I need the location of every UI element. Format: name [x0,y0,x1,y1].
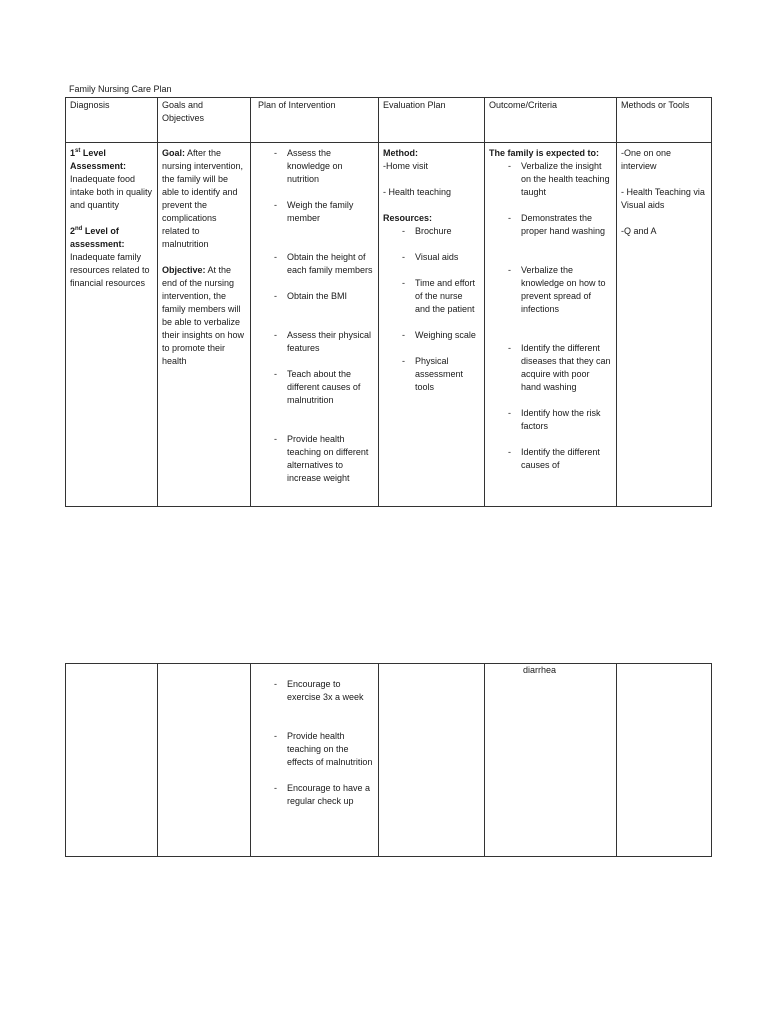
intervention-item: - Teach about the different causes of malnutrition [255,368,374,407]
method-tool: -Q and A [621,226,657,236]
care-plan-table-continued [65,663,712,857]
methods-cell-continued [617,664,712,857]
intervention-item: - Weigh the family member [255,199,374,225]
document-title: Family Nursing Care Plan [69,84,172,94]
outcome-item: - Verbalize the knowledge on how to prevent spread of infections [489,264,612,316]
evaluation-cell-continued [379,664,485,857]
outcome-item: - Demonstrates the proper hand washing [489,212,612,238]
header-evaluation: Evaluation Plan [379,98,485,143]
goals-cell-continued [158,664,251,857]
header-plan: Plan of Intervention [251,98,379,143]
goals-cell [158,143,251,507]
resources-label: Resources: [383,213,433,223]
intervention-item: - Provide health teaching on different alternatives to increase weight [255,433,374,485]
resource-item: - Physical assessment tools [383,355,480,394]
evaluation-cell [379,143,485,507]
header-diagnosis: Diagnosis [66,98,158,143]
care-plan-row-continued [66,664,712,857]
methods-cell [617,143,712,507]
goal-text: Goal: After the nursing intervention, the family will be able to identify and prevent the complications related to malnutrition [162,148,244,249]
level2-assessment: 2nd Level of assessment: Inadequate family resources related to financial resources [70,226,150,288]
diagnosis-cell [66,143,158,507]
intervention-item: - Encourage to exercise 3x a week [255,678,374,704]
level1-assessment: 1st Level Assessment: Inadequate food intake both in quality and quantity [70,148,153,210]
outcome-cell [485,143,617,507]
level1-text: Inadequate food intake both in quality and quantity [70,174,153,210]
outcome-item: - Identify the different causes of [489,446,612,472]
level2-text: Inadequate family resources related to financial resources [70,252,150,288]
header-methods: Methods or Tools [617,98,712,143]
outcome-item: - Verbalize the insight on the health teaching taught [489,160,612,199]
outcome-continued-text: diarrhea [523,665,557,675]
plan-cell-continued [251,664,379,857]
intervention-item: - Assess their physical features [255,329,374,355]
header-row [66,98,712,143]
method-item: - Health teaching [383,187,452,197]
resource-item: - Visual aids [383,251,480,264]
outcome-item: - Identify how the risk factors [489,407,612,433]
outcome-intro: The family is expected to: [489,148,600,158]
intervention-item: - Assess the knowledge on nutrition [255,147,374,186]
resource-item: - Weighing scale [383,329,480,342]
method-label: Method: [383,148,418,158]
intervention-item: - Encourage to have a regular check up [255,782,374,808]
header-outcome: Outcome/Criteria [485,98,617,143]
care-plan-table [65,97,712,507]
objective-text: Objective: At the end of the nursing intervention, the family members will be able to verbalize their insights on how to promote their health [162,265,245,366]
care-plan-row [66,143,712,507]
method-tool: - Health Teaching via Visual aids [621,187,705,210]
intervention-item: - Obtain the height of each family members [255,251,374,277]
resource-item: - Brochure [383,225,480,238]
header-goals: Goals and Objectives [158,98,251,143]
plan-cell [251,143,379,507]
outcome-cell-continued [485,664,617,857]
intervention-item: - Obtain the BMI [255,290,374,303]
resource-item: - Time and effort of the nurse and the patient [383,277,480,316]
intervention-item: - Provide health teaching on the effects of malnutrition [255,730,374,769]
method-item: -Home visit [383,161,429,171]
method-tool: -One on one interview [621,148,672,171]
outcome-item: - Identify the different diseases that they can acquire with poor hand washing [489,342,612,394]
diagnosis-cell-continued [66,664,158,857]
